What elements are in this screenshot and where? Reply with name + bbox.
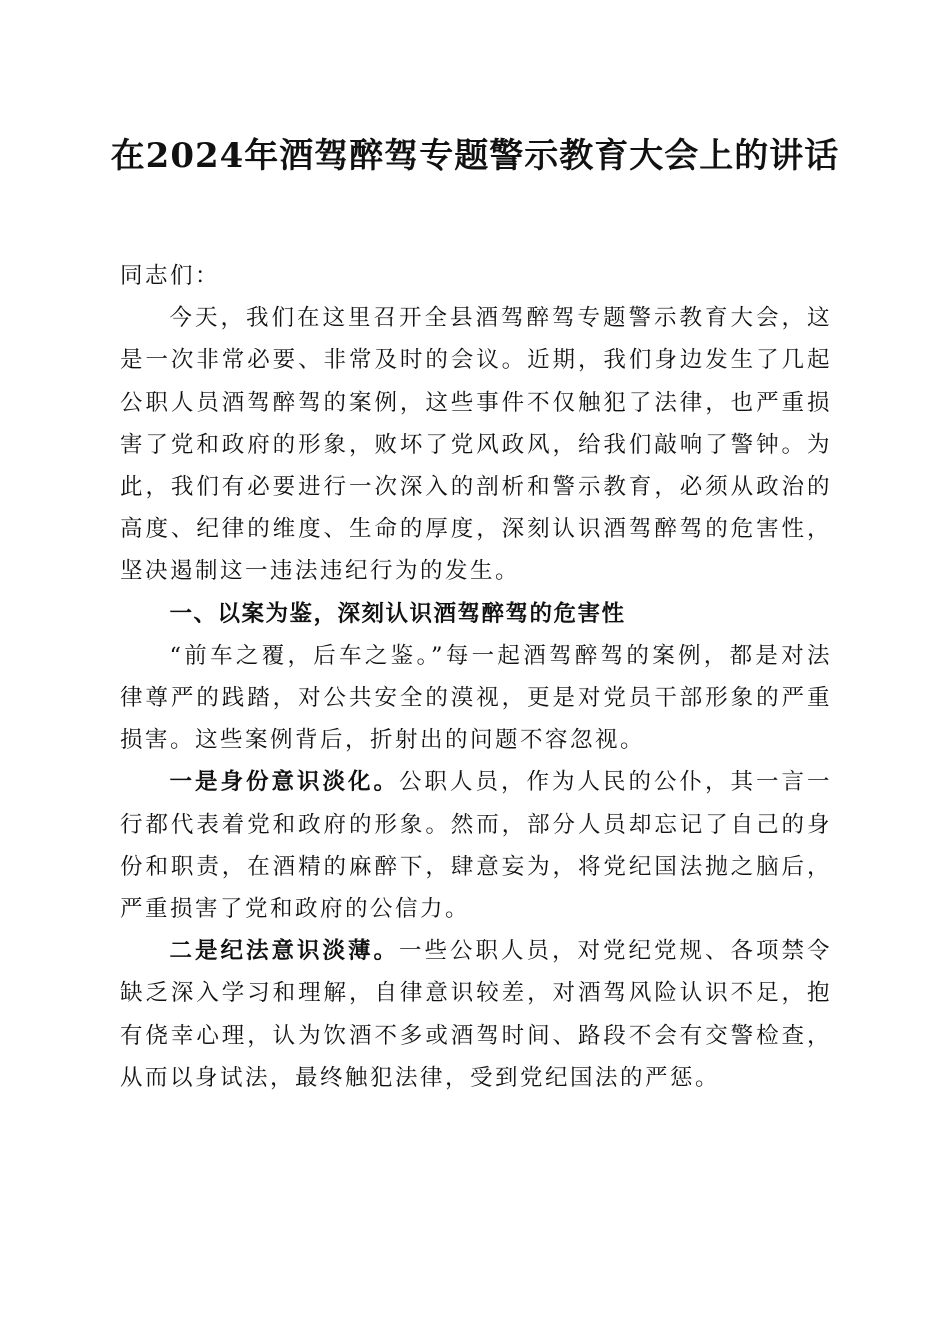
paragraph-point-2 <box>120 930 832 1099</box>
section-heading-1: 一、以案为鉴，深刻认识酒驾醉驾的危害性 <box>169 600 626 627</box>
salutation: 同志们： <box>120 263 221 289</box>
point-2-lead: 二是纪法意识淡薄。 <box>169 938 399 965</box>
document-body <box>120 255 832 1099</box>
paragraph-point-1 <box>120 761 832 930</box>
point-2-text: 一些公职人员，对党纪党规、各项禁令缺乏深入学习和理解，自律意识较差，对酒驾风险认识不足，抱有侥幸心理，认为饮酒不多或酒驾时间、路段不会有交警检查，从而以身试法，最终触犯法律，受到党纪国法的严惩。 <box>120 938 832 1091</box>
paragraph-intro: 今天，我们在这里召开全县酒驾醉驾专题警示教育大会，这是一次非常必要、非常及时的会议。近期，我们身边发生了几起公职人员酒驾醉驾的案例，这些事件不仅触犯了法律，也严重损害了党和政府的形象，败坏了党风政风，给我们敲响了警钟。为此，我们有必要进行一次深入的剖析和警示教育，必须从政治的高度、纪律的维度、生命的厚度，深刻认识酒驾醉驾的危害性，坚决遏制这一违法违纪行为的发生。 <box>120 305 832 585</box>
point-1-text: 公职人员，作为人民的公仆，其一言一行都代表着党和政府的形象。然而，部分人员却忘记了自己的身份和职责，在酒精的麻醉下，肆意妄为，将党纪国法抛之脑后，严重损害了党和政府的公信力。 <box>120 769 832 923</box>
point-1-lead: 一是身份意识淡化。 <box>169 769 399 796</box>
document-title: 在2024年酒驾醉驾专题警示教育大会上的讲话 <box>110 136 840 176</box>
paragraph-quote: “前车之覆，后车之鉴。”每一起酒驾醉驾的案例，都是对法律尊严的践踏，对公共安全的漠视，更是对党员干部形象的严重损害。这些案例背后，折射出的问题不容忽视。 <box>120 642 832 754</box>
